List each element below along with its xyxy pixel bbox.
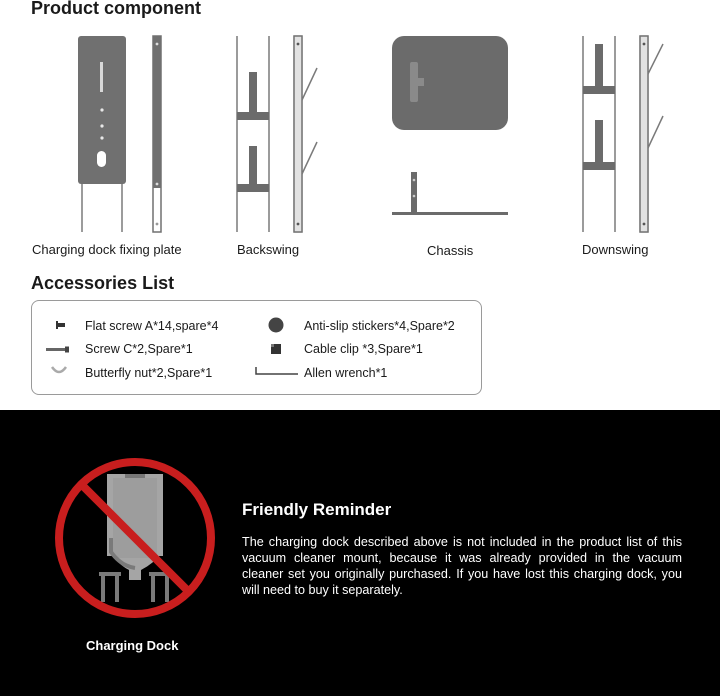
part-label-fixing-plate: Charging dock fixing plate — [32, 242, 182, 257]
part-label-chassis: Chassis — [427, 243, 474, 258]
no-charging-dock-image — [45, 452, 225, 622]
accessory-item: Flat screw A*14,spare*4 — [85, 319, 219, 333]
allen-wrench-icon — [254, 365, 300, 377]
accessory-item: Allen wrench*1 — [304, 366, 388, 380]
accessory-item: Screw C*2,Spare*1 — [85, 342, 193, 356]
chassis-image — [388, 34, 513, 219]
product-component-heading: Product component — [31, 0, 201, 18]
accessories-box — [31, 300, 482, 395]
part-label-downswing: Downswing — [582, 242, 649, 257]
part-label-backswing: Backswing — [237, 242, 300, 257]
accessory-item: Anti-slip stickers*4,Spare*2 — [304, 319, 455, 333]
friendly-reminder-text: The charging dock described above is not included in the product list of this vacuum cleaner mount, because it was already provided in the vacuum cleaner set you originally purchased. If you have lost this charging dock, you will need to buy it separately. — [242, 535, 682, 597]
accessory-item: Cable clip *3,Spare*1 — [304, 342, 423, 356]
accessory-item: Butterfly nut*2,Spare*1 — [85, 366, 213, 380]
backswing-image — [232, 34, 327, 234]
flat-screw-icon — [52, 320, 68, 332]
charging-dock-fixing-plate-image — [72, 34, 172, 234]
accessories-list-heading: Accessories List — [31, 273, 175, 293]
cable-clip-icon — [270, 343, 282, 355]
charging-dock-label: Charging Dock — [86, 638, 179, 653]
downswing-image — [578, 34, 673, 234]
butterfly-nut-icon — [50, 364, 68, 376]
screw-icon — [44, 345, 72, 355]
friendly-reminder-heading: Friendly Reminder — [242, 500, 392, 519]
anti-slip-sticker-icon — [268, 317, 284, 333]
